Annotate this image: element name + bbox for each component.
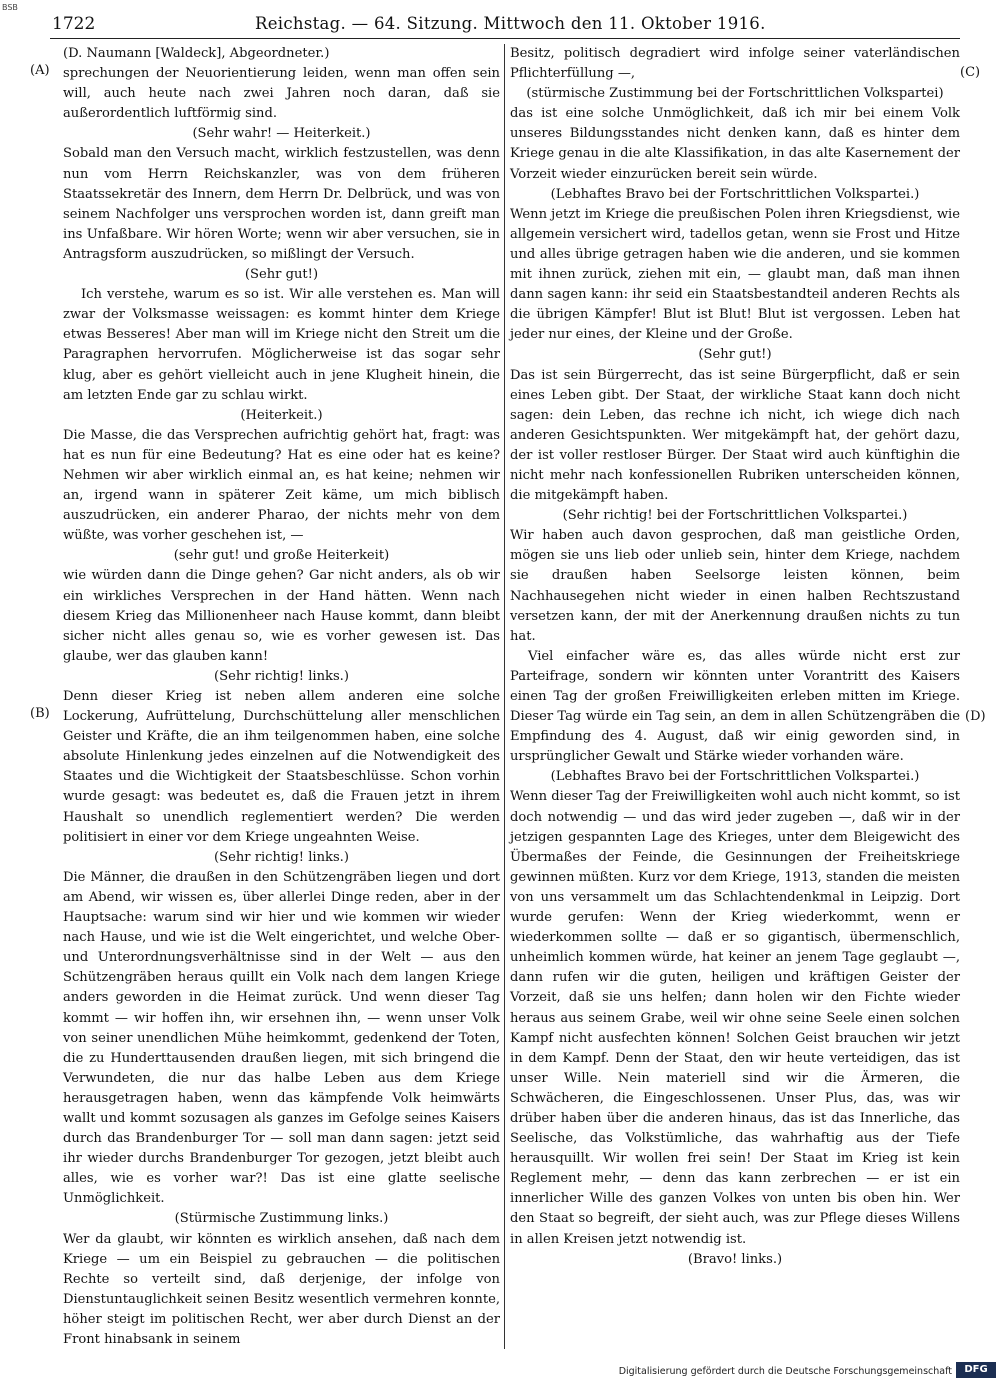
- margin-marker-c: (C): [960, 65, 981, 80]
- speech-paragraph: Das ist sein Bürgerrecht, das ist seine Bürgerpflicht, daß er sein eines Leben gibt. Der Staat, der wirkliche Staat kann doch nicht sagen: dein Leben, das rechne ich nicht, ich wiege dich nach anderen Gesichtspunkten. Wer mitgekämpft hat, der gehört dazu, der ist voller restloser Bürger. Der Staat wird auch künftighin die nicht mehr nach konfessionellen Rubriken unterscheiden können, die mitgekämpft haben.: [510, 367, 960, 504]
- digitization-credit: Digitalisierung gefördert durch die Deutsche Forschungsgemeinschaft: [618, 1366, 952, 1377]
- speech-paragraph: wie würden dann die Dinge gehen? Gar nicht anders, als ob wir ein wirkliches Versprechen in der Hand hätten. Wenn nach diesem Krieg das Millionenheer nach Hause kommt, dann bleibt sicher nicht alles genau so, wie es vorher gewesen ist. Das glaube, wer das glauben kann!: [63, 568, 500, 664]
- speech-paragraph: das ist eine solche Unmöglichkeit, daß ich mir bei einem Volk unseres Bildungsstandes nicht denken kann, daß es hinter dem Kriege genau in die alte Klassifikation, in das alte Kasernement der Vorzeit wieder einzurücken bereit sein würde.: [510, 106, 960, 182]
- speech-paragraph: Denn dieser Krieg ist neben allem anderen eine solche Lockerung, Aufrüttelung, Durchschüttelung aller menschlichen Geister und Kräfte, die an ihm teilgenommen haben, eine solche absolute Hinlenkung jedes einzelnen auf die Notwendigkeit des Staates und die Wichtigkeit der Staatsbeschlüsse. Schon vorhin wurde gesagt: was bedeutet es, daß die Frauen jetzt in ihrem Haushalt so unendlich reglementiert werden? Die werden politisiert in einer vor dem Kriege ungeahnten Weise.: [63, 689, 500, 845]
- interjection: (Sehr gut!): [244, 267, 319, 283]
- header-rule: [50, 38, 960, 39]
- dfg-logo: DFG: [956, 1362, 996, 1378]
- interjection: (Sehr richtig! bei der Fortschrittlichen Volkspartei.): [562, 508, 908, 524]
- page-header: [50, 12, 960, 38]
- speech-paragraph: Besitz, politisch degradiert wird infolge seiner vaterländischen Pflichterfüllung —,: [510, 46, 960, 82]
- interjection: (Lebhaftes Bravo bei der Fortschrittlichen Volkspartei.): [550, 769, 920, 785]
- speaker-line: (D. Naumann [Waldeck], Abgeordneter.): [63, 46, 330, 61]
- right-column-body: [510, 44, 960, 1270]
- library-corner-label: BSB: [2, 3, 18, 12]
- speech-paragraph: Ich verstehe, warum es so ist. Wir alle verstehen es. Man will zwar der Volksmasse weissagen: es kommt hinter dem Kriege etwas Besseres! Aber man will im Kriege nicht den Streit um die Paragraphen hervorrufen. Möglicherweise ist das sogar sehr klug, aber es gehört vielleicht auch in jene Klugheit hinein, die am letzten Ende gar zu schlau wirkt.: [63, 287, 500, 403]
- speech-paragraph: Wir haben auch davon gesprochen, daß man geistliche Orden, mögen sie uns lieb oder unlieb sein, hinter dem Kriege, nachdem sie draußen haben Seelsorge leisten können, beim Nachhausegehen nicht wieder in einen halben Rechtszustand versetzen kann, der mit der Anerkennung draußen nichts zu tun hat.: [510, 528, 960, 644]
- speech-paragraph: Wer da glaubt, wir könnten es wirklich ansehen, daß nach dem Kriege — um ein Beispiel zu gebrauchen — die politischen Rechte so verteilt sind, daß derjenige, der infolge von Dienstuntauglichkeit seinen Besitz wesentlich vermehren konnte, höher steigt im politischen Recht, wer aber durch Dienst an der Front hinabsank in seinem: [63, 1231, 500, 1347]
- interjection: (stürmische Zustimmung bei der Fortschrittlichen Volkspartei): [526, 86, 944, 102]
- interjection: (sehr gut! und große Heiterkeit): [173, 548, 390, 564]
- left-column-body: [63, 64, 500, 1350]
- column-divider: [504, 44, 505, 1349]
- speech-paragraph: Die Männer, die draußen in den Schützengräben liegen und dort am Abend, wir wissen es, über allerlei Dinge reden, aber in der Hauptsache: warum sind wir hier und wie kommen wir wieder nach Hause, und wie ist die Welt eingerichtet, und welche Ober- und Unterordnungsverhältnisse sind in der Welt — aus den Schützengräben heraus quillt ein Volk nach dem langen Kriege anders geworden in die Heimat zurück. Und wenn dieser Tag kommt — wir hoffen ihn, wir ersehnen ihn, — wenn unser Volk von seiner unendlichen Mühe heimkommt, gedenkend der Toten, die zu Hunderttausenden draußen liegen, mit sich bringend die Verwundeten, die nur das halbe Leben aus dem Kriege herausgetragen haben, wenn das kämpfende Volk heimwärts wallt und kommt sozusagen als ganzes im Gefolge seines Kaisers durch das Brandenburger Tor — soll man dann sagen: jetzt seid ihr wieder durchs Brandenburger Tor gezogen, jetzt bleibt auch alles, wie es vorher war?! Das ist eine glatte seelische Unmöglichkeit.: [63, 869, 500, 1207]
- margin-marker-d: (D): [965, 709, 986, 724]
- speech-paragraph: Sobald man den Versuch macht, wirklich festzustellen, was denn nun vom Herrn Reichskanzler, was von dem früheren Staatssekretär des Innern, dem Herrn Dr. Delbrück, und was von seinem Nachfolger uns versprochen worden ist, dann greift man ins Unfaßbare. Wir hören Worte; wenn wir aber versuchen, sie in Antragsform auszudrücken, so mißlingt der Versuch.: [63, 146, 500, 262]
- interjection: (Sehr richtig! links.): [214, 849, 349, 865]
- interjection: (Stürmische Zustimmung links.): [174, 1211, 389, 1227]
- right-column: [510, 44, 960, 1270]
- interjection: (Heiterkeit.): [240, 407, 323, 423]
- interjection: (Sehr wahr! — Heiterkeit.): [192, 126, 371, 142]
- interjection: (Lebhaftes Bravo bei der Fortschrittlichen Volkspartei.): [550, 186, 920, 202]
- speech-paragraph: Die Masse, die das Versprechen aufrichtig gehört hat, fragt: was hat es nun für eine Bedeutung? Hat es eine oder hat es keine? Nehmen wir aber wirklich einmal an, es hat keine; nehmen wir an, irgend wann in späterer Zeit käme, um mich biblisch auszudrücken, ein anderer Pharao, der nichts mehr von dem wüßte, was vorher geschehen ist, —: [63, 427, 500, 544]
- margin-marker-b: (B): [30, 706, 50, 721]
- left-column: [63, 44, 500, 1350]
- speech-paragraph: Wenn jetzt im Kriege die preußischen Polen ihren Kriegsdienst, wie allgemein versichert wird, tadellos getan, wenn sie Frost und Hitze und alles übrige getragen haben wie die anderen, und sie kommen mit ihnen zurück, ziehen mit ein, — glaubt man, daß man ihnen dann sagen kann: ihr seid ein Staatsbestandteil anderen Rechts als die übrigen Kämpfer! Blut ist Blut! Blut ist vergossen. Leben hat jeder nur eines, der Kleine und der Große.: [510, 206, 960, 343]
- running-title: Reichstag. — 64. Sitzung. Mittwoch den 11. Oktober 1916.: [255, 14, 766, 33]
- interjection: (Sehr richtig! links.): [214, 668, 349, 684]
- speech-paragraph: sprechungen der Neuorientierung leiden, wenn man offen sein will, auch heute nach zwei Jahren noch daran, daß sie außerordentlich luftförmig sind.: [63, 66, 500, 122]
- margin-marker-a: (A): [30, 63, 50, 78]
- speech-paragraph: Viel einfacher wäre es, das alles würde nicht erst zur Parteifrage, sondern wir könnten unter Vorantritt des Kaisers einen Tag der großen Freiwilligkeiten erleben mitten im Kriege. Dieser Tag würde ein Tag sein, an dem in allen Schützengräben die Empfindung des 4. August, daß wir einig geworden sind, in ursprünglicher Gewalt und Stärke wieder vorhanden wäre.: [510, 648, 960, 765]
- page-number: 1722: [52, 14, 96, 34]
- interjection: (Bravo! links.): [687, 1251, 783, 1267]
- speech-paragraph: Wenn dieser Tag der Freiwilligkeiten wohl auch nicht kommt, so ist doch notwendig — und das wird jeder zugeben —, daß wir in der jetzigen gespannten Lage des Krieges, unter dem Bleigewicht des Übermaßes der Feinde, die Gesinnungen der Freiheitskriege gewinnen müßten. Kurz vor dem Kriege, 1913, standen die meisten von uns versammelt um das Schlachtendenkmal in Leipzig. Dort wurde gerufen: Wenn der Krieg wiederkommt, wenn er wiederkommen sollte — daß er so gigantisch, übermenschlich, unheimlich kommen würde, hat keiner an jenem Tage geglaubt —, dann rufen wir die guten, heiligen und kräftigen Geister der Vorzeit, daß sie uns helfen; dann holen wir den Fichte wieder heraus aus seinem Grabe, weil wir ohne seine Seele einen solchen Kampf nicht ausfechten können! Solchen Geist brauchen wir jetzt in dem Kampf. Denn der Staat, den wir heute verteidigen, das ist unser Wille. Nein materiell sind wir die Ärmeren, die Schwächeren, die Eingeschlossenen. Unser Plus, das, was wir drüber haben über die anderen hinaus, das ist das Innerliche, das Seelische, das Volkstümliche, das wahrhaftig aus der Tiefe herausquillt. Wir wollen frei sein! Der Staat im Krieg ist kein Reglement mehr, — denn das kann zerbrechen — er ist ein innerlicher Wille des ganzen Volkes von unten bis oben hin. Wer den Staat so begreift, der sieht auch, was zur Pflege dieses Willens in allen Kreisen jetzt notwendig ist.: [510, 789, 960, 1247]
- interjection: (Sehr gut!): [698, 347, 772, 363]
